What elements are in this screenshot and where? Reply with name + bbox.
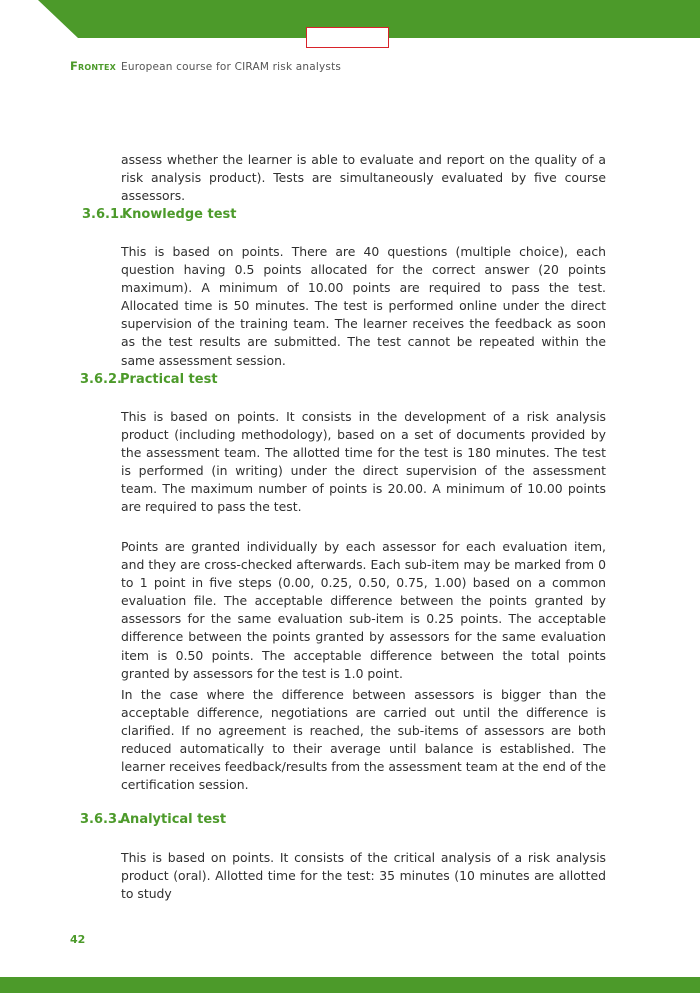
knowledge-test-paragraph: This is based on points. There are 40 questions (multiple choice), each question having 0.5 points allocated for the correct answer (20 points maximum). A minimum of 10.00 points are required to pass the test. Allocated time is 50 minutes. The test is performed online under the direct supervision of the training team. The learner receives the feedback as soon as the test results are submitted. The test cannot be repeated within the same assessment session.	[121, 244, 606, 368]
practical-test-paragraph-3: In the case where the difference between assessors is bigger than the acceptable difference, negotiations are carried out until the difference is clarified. If no agreement is reached, the sub-items of assessors are both reduced automatically to their average until balance is established. The learner receives feedback/results from the assessment team at the end of the certification session.	[121, 687, 606, 793]
section-heading-knowledge-test	[82, 207, 236, 222]
section-title: Analytical test	[120, 812, 227, 827]
section-title: Knowledge test	[122, 207, 237, 222]
running-header	[70, 59, 341, 73]
page-number: 42	[70, 933, 86, 946]
brand-name: Frontex	[70, 59, 117, 73]
section-number: 3.6.2.	[80, 372, 122, 387]
section-number: 3.6.1.	[82, 207, 124, 222]
section-heading-analytical-test	[80, 812, 226, 827]
practical-test-paragraph-1: This is based on points. It consists in the development of a risk analysis product (including methodology), based on a set of documents provided by the assessment team. The allotted time for the test is 180 minutes. The test is performed (in writing) under the direct supervision of the assessment team. The maximum number of points is 20.00. A minimum of 10.00 points are required to pass the test.	[121, 409, 606, 515]
course-title: European course for CIRAM risk analysts	[121, 61, 342, 73]
section-title: Practical test	[120, 372, 218, 387]
analytical-test-paragraph: This is based on points. It consists of the critical analysis of a risk analysis product (oral). Allotted time for the test: 35 minutes (10 minutes are allotted to study	[121, 850, 606, 902]
intro-paragraph: assess whether the learner is able to evaluate and report on the quality of a risk analysis product). Tests are simultaneously evaluated by five course assessors.	[121, 152, 606, 204]
section-heading-practical-test	[80, 372, 218, 387]
bottom-green-band	[0, 977, 700, 993]
red-outline-box	[306, 27, 389, 48]
practical-test-paragraph-2: Points are granted individually by each assessor for each evaluation item, and they are cross-checked afterwards. Each sub-item may be marked from 0 to 1 point in five steps (0.00, 0.25, 0.50, 0.75, 1.00) based on a common evaluation file. The acceptable difference between the points granted by assessors for the same evaluation sub-item is 0.25 points. The acceptable difference between the points granted by assessors for the same evaluation item is 0.50 points. The acceptable difference between the total points granted by assessors for the test is 1.0 point.	[121, 539, 606, 681]
section-number: 3.6.3.	[80, 812, 122, 827]
